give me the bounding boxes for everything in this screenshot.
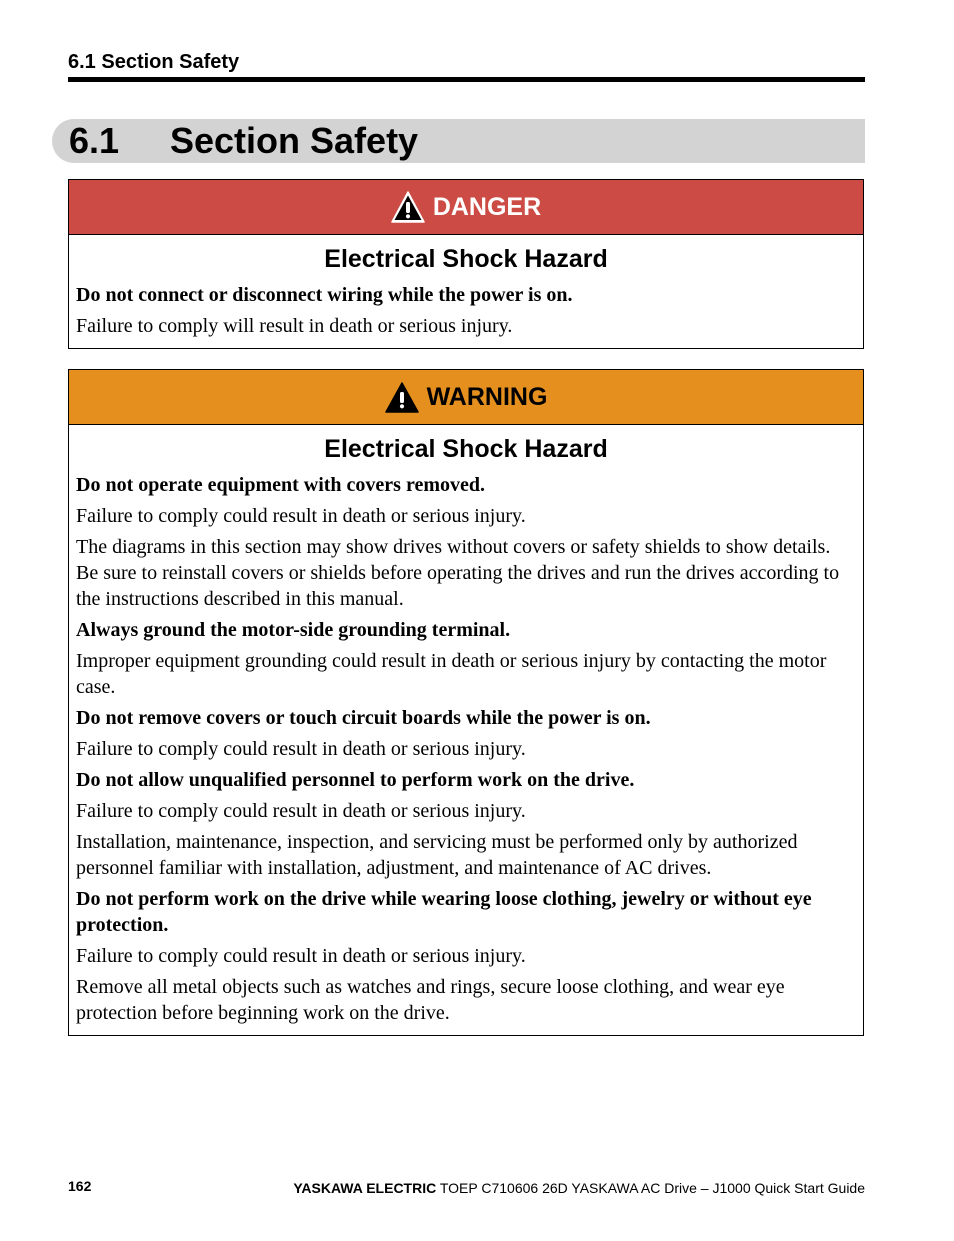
- hazard-title: Electrical Shock Hazard: [324, 435, 608, 463]
- instruction-text: Do not connect or disconnect wiring while the power is on.: [76, 284, 573, 306]
- warning-header: [69, 370, 863, 425]
- danger-body: [69, 235, 863, 348]
- section-heading: [52, 119, 865, 163]
- section-title: Section Safety: [170, 120, 419, 161]
- instruction-text: Do not remove covers or touch circuit boards while the power is on.: [76, 707, 651, 729]
- consequence-text: Failure to comply could result in death or serious injury.: [76, 738, 526, 760]
- warning-box: [68, 369, 864, 1036]
- warning-label: WARNING: [426, 382, 548, 411]
- warning-triangle-icon: [385, 381, 419, 413]
- page-number: 162: [68, 1178, 92, 1194]
- consequence-text: Improper equipment grounding could result in death or serious injury by contacting the motor case.: [76, 650, 827, 698]
- hazard-title: Electrical Shock Hazard: [324, 245, 608, 273]
- header-rule: [68, 77, 865, 82]
- danger-header: [69, 180, 863, 235]
- consequence-text: The diagrams in this section may show drives without covers or safety shields to show details. Be sure to reinstall covers or shields before operating the drives and run the drives according to the instructions described in this manual.: [76, 536, 840, 610]
- consequence-text: Failure to comply could result in death or serious injury.: [76, 800, 526, 822]
- consequence-text: Installation, maintenance, inspection, and servicing must be performed only by authorized personnel familiar with installation, adjustment, and maintenance of AC drives.: [76, 831, 798, 879]
- instruction-text: Do not perform work on the drive while wearing loose clothing, jewelry or without eye protection.: [76, 888, 812, 936]
- section-number: 6.1: [69, 120, 120, 161]
- danger-label: DANGER: [432, 192, 542, 221]
- footer-doc-text: TOEP C710606 26D YASKAWA AC Drive – J1000 Quick Start Guide: [436, 1180, 865, 1196]
- footer-doc-title: [293, 1180, 865, 1196]
- footer-brand: YASKAWA ELECTRIC: [293, 1180, 437, 1196]
- consequence-text: Failure to comply could result in death or serious injury.: [76, 945, 526, 967]
- warning-triangle-icon: [391, 191, 425, 223]
- consequence-text: Remove all metal objects such as watches and rings, secure loose clothing, and wear eye protection before beginning work on the drive.: [76, 976, 785, 1024]
- danger-box: [68, 179, 864, 349]
- running-head: 6.1 Section Safety: [68, 51, 240, 73]
- warning-body: [69, 425, 863, 1035]
- instruction-text: Do not allow unqualified personnel to perform work on the drive.: [76, 769, 635, 791]
- instruction-text: Always ground the motor-side grounding terminal.: [76, 619, 511, 641]
- consequence-text: Failure to comply will result in death or serious injury.: [76, 315, 513, 337]
- instruction-text: Do not operate equipment with covers removed.: [76, 474, 486, 496]
- consequence-text: Failure to comply could result in death or serious injury.: [76, 505, 526, 527]
